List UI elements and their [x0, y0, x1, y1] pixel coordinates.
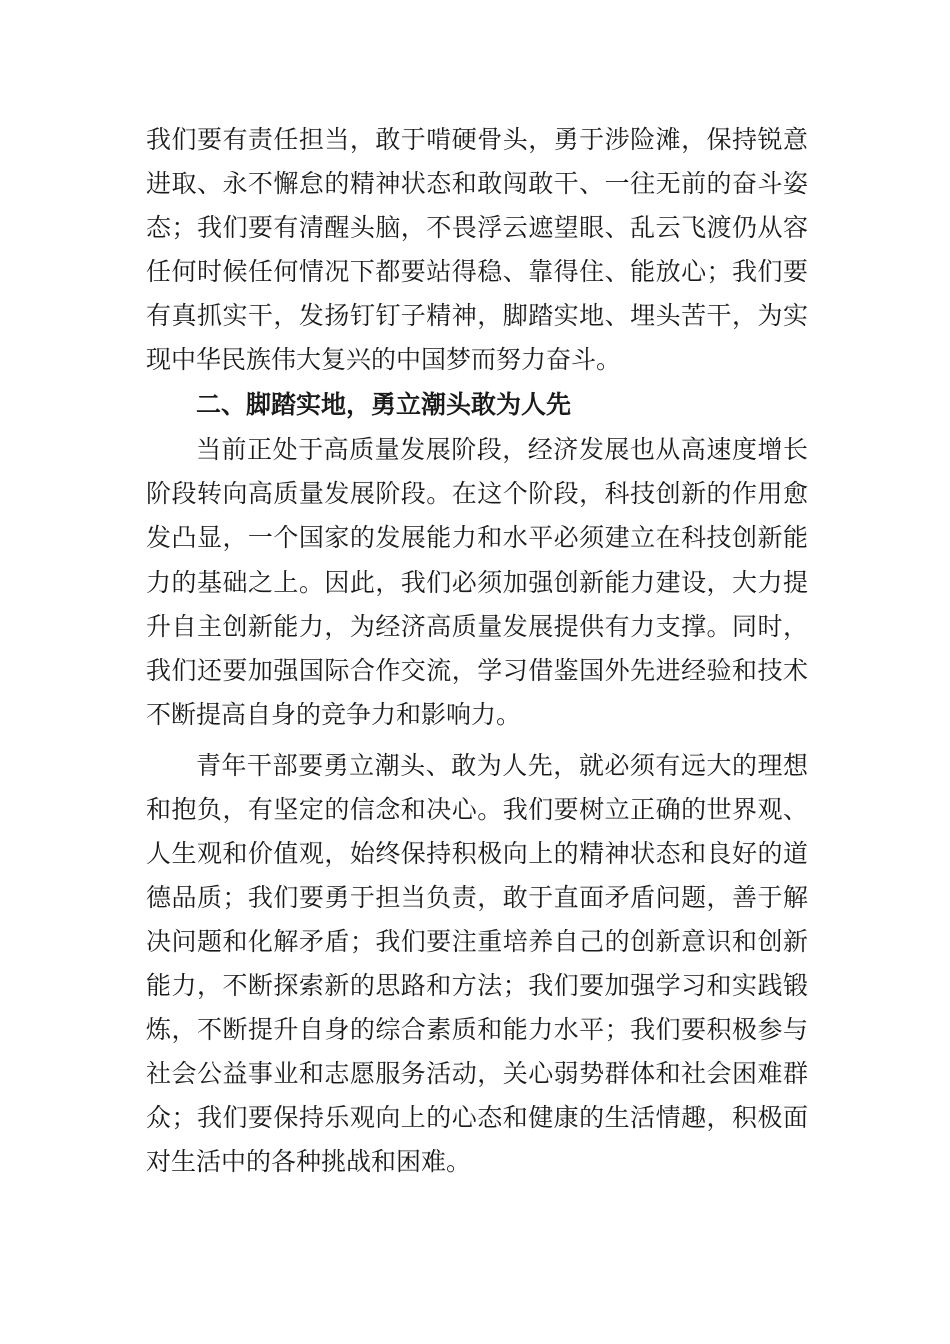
text-line: 炼，不断提升自身的综合素质和能力水平；我们要积极参与	[146, 1015, 808, 1044]
text-line: 进取、永不懈怠的精神状态和敢闯敢干、一往无前的奋斗姿	[146, 169, 808, 198]
text-line: 人生观和价值观，始终保持积极向上的精神状态和良好的道	[146, 839, 808, 868]
text-line: 阶段转向高质量发展阶段。在这个阶段，科技创新的作用愈	[146, 479, 808, 508]
text-line: 我们要有责任担当，敢于啃硬骨头，勇于涉险滩，保持锐意	[146, 125, 808, 154]
text-line: 青年干部要勇立潮头、敢为人先，就必须有远大的理想	[196, 751, 808, 780]
text-line: 态；我们要有清醒头脑，不畏浮云遮望眼、乱云飞渡仍从容	[146, 213, 808, 242]
text-line: 力的基础之上。因此，我们必须加强创新能力建设，大力提	[146, 568, 808, 597]
text-line: 有真抓实干，发扬钉钉子精神，脚踏实地、埋头苦干，为实	[146, 301, 808, 330]
text-line: 德品质；我们要勇于担当负责，敢于直面矛盾问题，善于解	[146, 883, 808, 912]
text-line: 升自主创新能力，为经济高质量发展提供有力支撑。同时，	[146, 612, 808, 641]
text-line: 能力，不断探索新的思路和方法；我们要加强学习和实践锻	[146, 971, 808, 1000]
text-line: 和抱负，有坚定的信念和决心。我们要树立正确的世界观、	[146, 795, 808, 824]
section-heading: 二、脚踏实地，勇立潮头敢为人先	[196, 390, 572, 419]
text-line: 决问题和化解矛盾；我们要注重培养自己的创新意识和创新	[146, 927, 808, 956]
text-line: 任何时候任何情况下都要站得稳、靠得住、能放心；我们要	[146, 257, 808, 286]
text-line: 发凸显，一个国家的发展能力和水平必须建立在科技创新能	[146, 523, 808, 552]
text-line: 众；我们要保持乐观向上的心态和健康的生活情趣，积极面	[146, 1103, 808, 1132]
text-line: 现中华民族伟大复兴的中国梦而努力奋斗。	[146, 345, 622, 374]
text-line: 对生活中的各种挑战和困难。	[146, 1147, 472, 1176]
text-line: 社会公益事业和志愿服务活动，关心弱势群体和社会困难群	[146, 1059, 808, 1088]
text-line: 不断提高自身的竞争力和影响力。	[146, 700, 522, 729]
text-line: 当前正处于高质量发展阶段，经济发展也从高速度增长	[196, 435, 808, 464]
text-line: 我们还要加强国际合作交流，学习借鉴国外先进经验和技术	[146, 656, 808, 685]
